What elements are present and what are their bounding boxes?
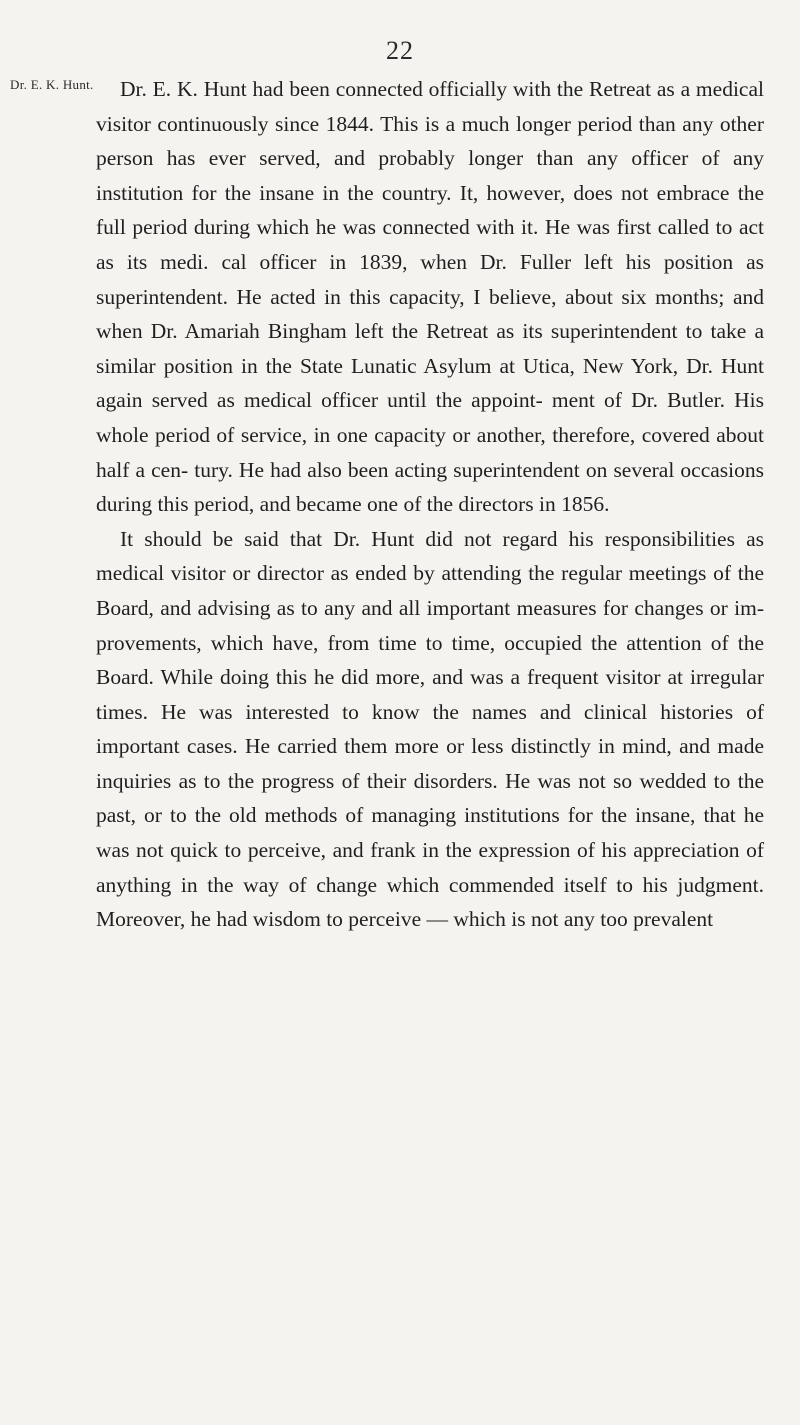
body-text — [96, 72, 764, 937]
margin-note: Dr. E. K. Hunt. — [10, 77, 94, 92]
paragraph-2: It should be said that Dr. Hunt did not regard his responsibilities as medical visitor or director as ended by attending the regular meetings of the Board, and advising as to any and all important measures for changes or im- provements, which have, from time to time, occupied the attention of the Board. While doing this he did more, and was a frequent visitor at irregular times. He was interested to know the names and clinical histories of important cases. He carried them more or less distinctly in mind, and made inquiries as to the progress of their disorders. He was not so wedded to the past, or to the old methods of managing institutions for the insane, that he was not quick to perceive, and frank in the expression of his appreciation of anything in the way of change which commended itself to his judgment. Moreover, he had wisdom to perceive — which is not any too prevalent — [96, 526, 764, 932]
page-number: 22 — [386, 36, 414, 65]
paragraph-1: Dr. E. K. Hunt had been connected officially with the Retreat as a medical visitor continuously since 1844. This is a much longer period than any other person has ever served, and probably longer than any officer of any institution for the insane in the country. It, however, does not embrace the full period during which he was connected with it. He was first called to act as its medi. cal officer in 1839, when Dr. Fuller left his position as superintendent. He acted in this capacity, I believe, about six months; and when Dr. Amariah Bingham left the Retreat as its superintendent to take a similar position in the State Lunatic Asylum at Utica, New York, Dr. Hunt again served as medical officer until the appoint- ment of Dr. Butler. His whole period of service, in one capacity or another, therefore, covered about half a cen- tury. He had also been acting superintendent on several occasions during this period, and became one of the directors in 1856. — [96, 77, 764, 517]
